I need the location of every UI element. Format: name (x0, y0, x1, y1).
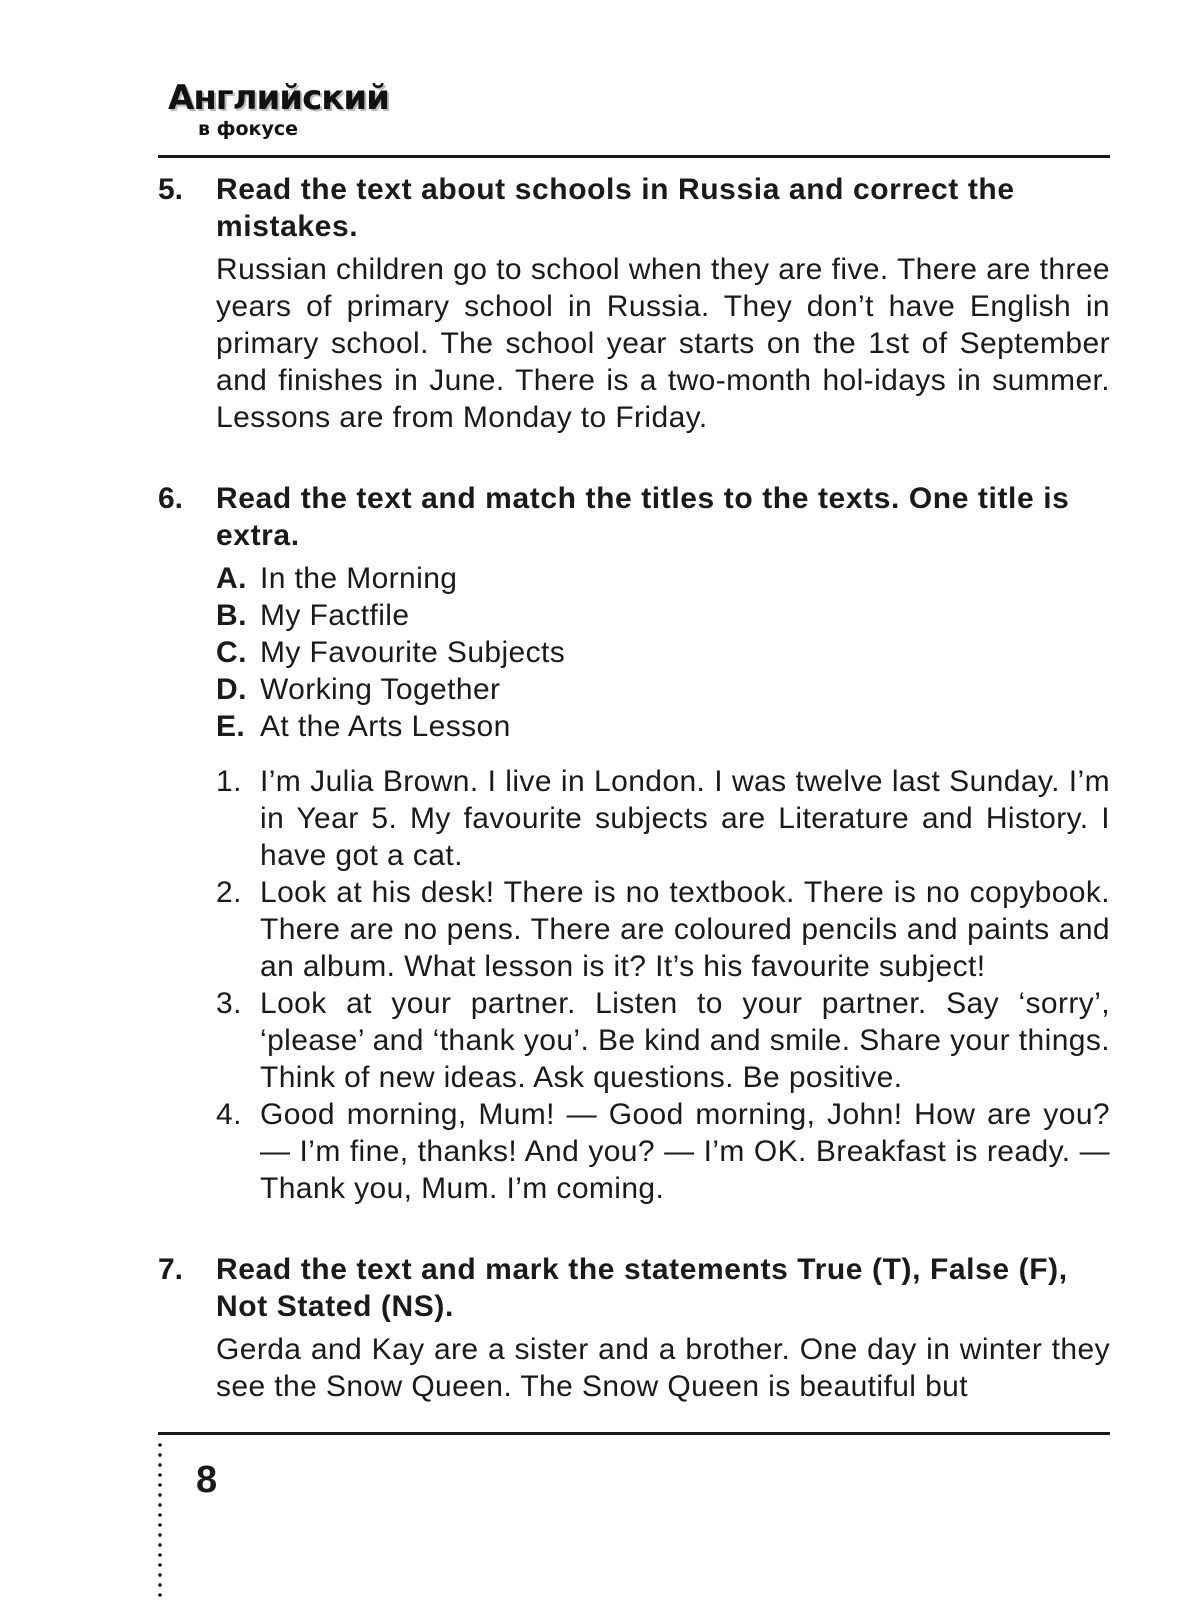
title-letter: A. (216, 562, 247, 595)
book-logo (168, 78, 389, 144)
title-text: At the Arts Lesson (260, 710, 511, 743)
title-item (216, 671, 1110, 708)
page-content (158, 171, 1110, 1405)
title-text: My Factfile (260, 599, 410, 632)
task-heading: Read the text and match the titles to the texts. One title is extra. (216, 482, 1070, 552)
text-item (216, 763, 1110, 874)
text-number: 3. (216, 987, 242, 1020)
task-heading: Read the text about schools in Russia and correct the mistakes. (216, 173, 1015, 243)
text-number: 2. (216, 876, 242, 909)
task-number: 5. (158, 173, 184, 206)
text-item (216, 985, 1110, 1096)
title-text: In the Morning (260, 562, 458, 595)
title-item (216, 634, 1110, 671)
footer-divider (158, 1432, 1110, 1435)
text-number: 4. (216, 1098, 242, 1131)
texts-list (216, 763, 1110, 1207)
text-body: Look at your partner. Listen to your partner. Say ‘sorry’, ‘please’ and ‘thank you’. Be kind and smile. Share your things. Think of new ideas. Ask questions. Be positive. (260, 987, 1110, 1094)
task-6 (158, 480, 1110, 1207)
text-item (216, 1096, 1110, 1207)
text-number: 1. (216, 765, 242, 798)
header-divider (158, 155, 1110, 158)
task-number: 7. (158, 1253, 184, 1286)
page-number: 8 (196, 1459, 218, 1501)
task-text: Russian children go to school when they are five. There are three years of primary school in Russia. They don’t have English in primary school. The school year starts on the 1st of September and finishes in June. There is a two-month hol-idays in summer. Lessons are from Monday to Friday. (216, 253, 1110, 434)
text-body: Good morning, Mum! — Good morning, John! How are you? — I’m fine, thanks! And you? — I’m OK. Breakfast is ready. — Thank you, Mum. I’m coming. (260, 1098, 1110, 1205)
titles-list (216, 560, 1110, 745)
task-text: Gerda and Kay are a sister and a brother. One day in winter they see the Snow Queen. The Snow Queen is beautiful but (216, 1333, 1110, 1403)
title-letter: C. (216, 636, 247, 669)
text-body: I’m Julia Brown. I live in London. I was twelve last Sunday. I’m in Year 5. My favourite subjects are Literature and History. I have got a cat. (260, 765, 1110, 872)
title-letter: E. (216, 710, 246, 743)
title-text: Working Together (260, 673, 501, 706)
logo-subtitle: в фокусе (198, 118, 298, 140)
task-7 (158, 1251, 1110, 1405)
logo-title: Английский (168, 78, 389, 118)
title-text: My Favourite Subjects (260, 636, 566, 669)
task-5 (158, 171, 1110, 436)
task-number: 6. (158, 482, 184, 515)
text-item (216, 874, 1110, 985)
title-item (216, 560, 1110, 597)
title-item (216, 708, 1110, 745)
task-heading: Read the text and mark the statements True (T), False (F), Not Stated (NS). (216, 1253, 1068, 1323)
text-body: Look at his desk! There is no textbook. There is no copybook. There are no pens. There are coloured pencils and paints and an album. What lesson is it? It’s his favourite subject! (260, 876, 1110, 983)
title-letter: D. (216, 673, 247, 706)
dotted-margin-line (158, 1440, 162, 1600)
title-item (216, 597, 1110, 634)
title-letter: B. (216, 599, 247, 632)
